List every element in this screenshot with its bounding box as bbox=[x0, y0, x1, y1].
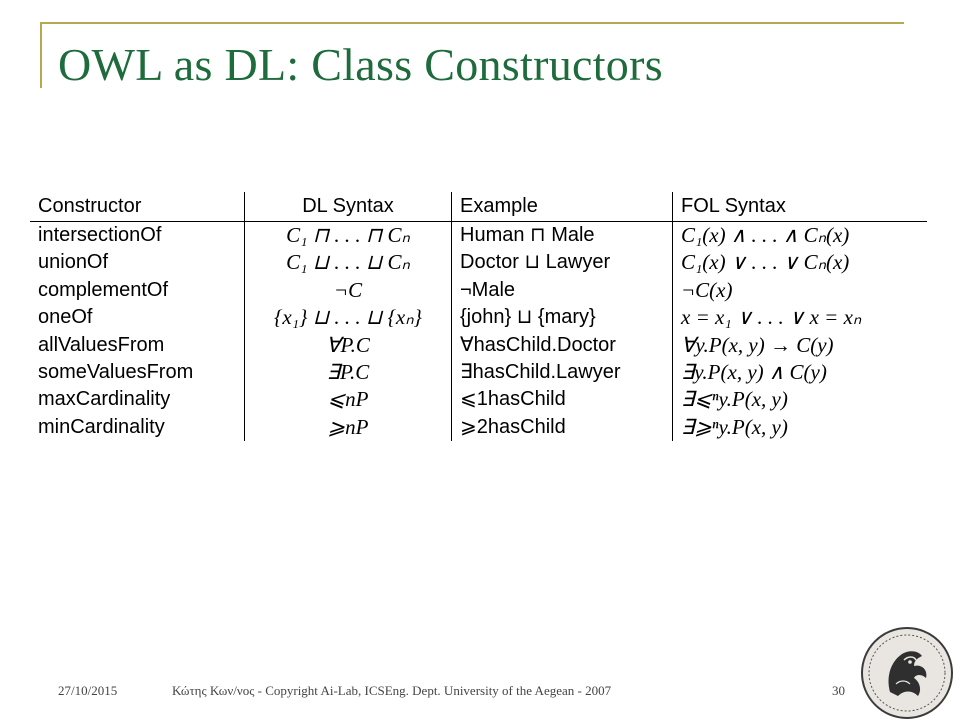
footer-date: 27/10/2015 bbox=[58, 683, 118, 698]
dl-syntax-cell: C₁ ⊔ . . . ⊔ Cₙ bbox=[245, 249, 452, 276]
dl-syntax-cell: C₁ ⊓ . . . ⊓ Cₙ bbox=[245, 222, 452, 250]
example-cell: Human ⊓ Male bbox=[452, 222, 673, 250]
constructor-cell: maxCardinality bbox=[30, 386, 245, 413]
slide-title: OWL as DL: Class Constructors bbox=[58, 39, 663, 90]
example-cell: {john} ⊔ {mary} bbox=[452, 304, 673, 331]
constructor-cell: minCardinality bbox=[30, 414, 245, 441]
fol-syntax-cell: ∃y.P(x, y) ∧ C(y) bbox=[681, 360, 827, 385]
table-row bbox=[30, 249, 927, 276]
dl-syntax-cell: ∀P.C bbox=[245, 332, 452, 359]
constructor-cell: allValuesFrom bbox=[30, 332, 245, 359]
column-header-example: Example bbox=[452, 192, 673, 222]
fol-syntax-cell: ∃⩾ⁿy.P(x, y) bbox=[681, 414, 788, 439]
fol-syntax-cell: x = x₁ ∨ . . . ∨ x = xₙ bbox=[681, 305, 862, 330]
table-row bbox=[30, 332, 927, 359]
example-cell: ⩾2hasChild bbox=[452, 414, 673, 441]
dl-syntax-cell: {x₁} ⊔ . . . ⊔ {xₙ} bbox=[245, 304, 452, 331]
dl-syntax-cell: ⩽nP bbox=[245, 386, 452, 413]
fol-syntax-cell: ¬C(x) bbox=[681, 277, 733, 302]
table-row bbox=[30, 386, 927, 413]
column-header-fol-syntax: FOL Syntax bbox=[673, 192, 928, 222]
example-cell: ∀hasChild.Doctor bbox=[452, 332, 673, 359]
fol-syntax-cell: C₁(x) ∨ . . . ∨ Cₙ(x) bbox=[681, 250, 850, 275]
fol-syntax-cell: C₁(x) ∧ . . . ∧ Cₙ(x) bbox=[681, 223, 850, 247]
constructor-cell: unionOf bbox=[30, 249, 245, 276]
table-row bbox=[30, 277, 927, 304]
example-cell: Doctor ⊔ Lawyer bbox=[452, 249, 673, 276]
example-cell: ∃hasChild.Lawyer bbox=[452, 359, 673, 386]
fol-syntax-cell: ∃⩽ⁿy.P(x, y) bbox=[681, 387, 788, 412]
dl-syntax-cell: ⩾nP bbox=[245, 414, 452, 441]
table-row bbox=[30, 304, 927, 331]
constructor-cell: oneOf bbox=[30, 304, 245, 331]
title-frame-left-rule bbox=[40, 22, 42, 88]
column-header-constructor: Constructor bbox=[30, 192, 245, 222]
footer-copyright: Κώτης Κων/νος - Copyright Ai-Lab, ICSEng. Dept. University of the Aegean - 2007 bbox=[172, 683, 612, 698]
university-seal-icon bbox=[860, 626, 954, 720]
dl-syntax-cell: ¬C bbox=[245, 277, 452, 304]
constructor-cell: complementOf bbox=[30, 277, 245, 304]
footer-page-number: 30 bbox=[832, 683, 845, 698]
constructors-table bbox=[30, 192, 927, 441]
table-row bbox=[30, 414, 927, 441]
fol-syntax-cell: ∀y.P(x, y) → C(y) bbox=[681, 332, 834, 357]
title-frame-top-rule bbox=[40, 22, 904, 24]
example-cell: ⩽1hasChild bbox=[452, 386, 673, 413]
column-header-dl-syntax: DL Syntax bbox=[245, 192, 452, 222]
dl-syntax-cell: ∃P.C bbox=[245, 359, 452, 386]
constructor-cell: intersectionOf bbox=[30, 222, 245, 250]
table-header-row bbox=[30, 192, 927, 222]
table-row bbox=[30, 359, 927, 386]
table-row bbox=[30, 222, 927, 250]
example-cell: ¬Male bbox=[452, 277, 673, 304]
constructor-cell: someValuesFrom bbox=[30, 359, 245, 386]
